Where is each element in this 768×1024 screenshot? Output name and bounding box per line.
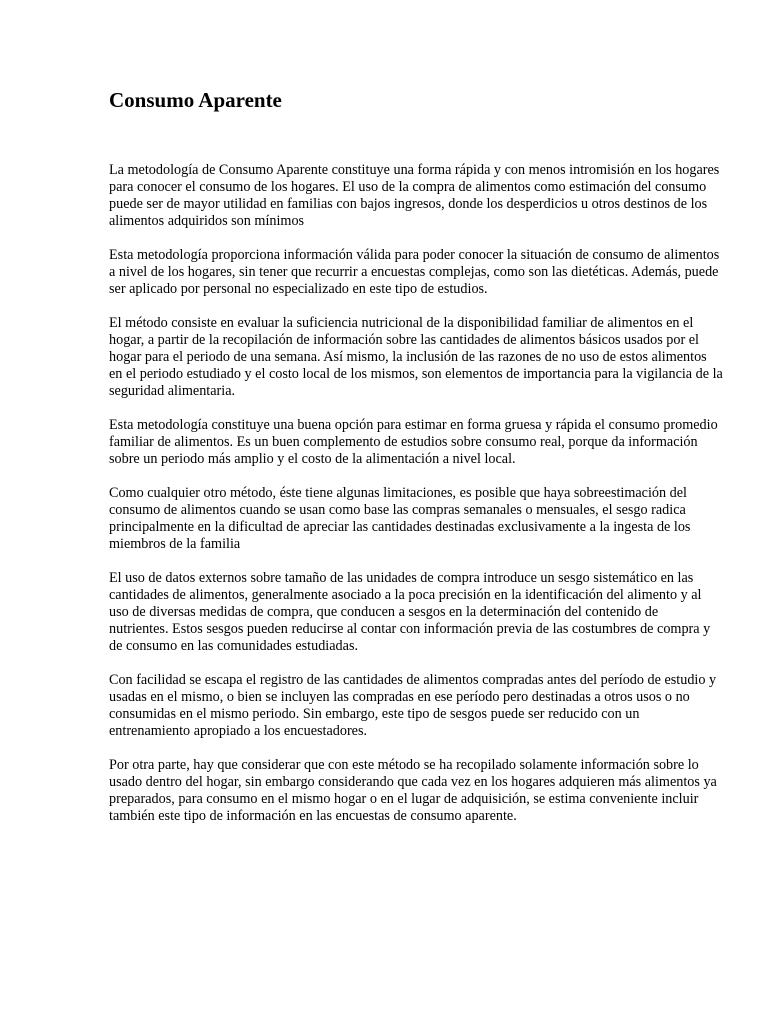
page-title: Consumo Aparente (109, 88, 282, 112)
paragraph-line: usadas en el mismo, o bien se incluyen las compradas en ese período pero destinadas a otros usos o no (109, 689, 690, 705)
paragraph-line: Esta metodología constituye una buena opción para estimar en forma gruesa y rápida el consumo promedio (109, 417, 718, 433)
paragraph-line: usado dentro del hogar, sin embargo considerando que cada vez en los hogares adquieren más alimentos ya (109, 774, 717, 790)
paragraph-line: consumidas en el mismo periodo. Sin embargo, este tipo de sesgos puede ser reducido con un (109, 706, 640, 722)
paragraph-line: cantidades de alimentos, generalmente asociado a la poca precisión en la identificación del alimento y al (109, 587, 702, 603)
paragraph (109, 757, 768, 825)
paragraph-line: Por otra parte, hay que considerar que con este método se ha recopilado solamente información sobre lo (109, 757, 699, 773)
paragraph (109, 485, 768, 553)
paragraph-line: puede ser de mayor utilidad en familias con bajos ingresos, donde los desperdicios u otros destinos de los (109, 196, 708, 212)
paragraph-line: hogar para el periodo de una semana. Así mismo, la inclusión de las razones de no uso de estos alimentos (109, 349, 707, 365)
paragraph-line: uso de diversas medidas de compra, que conducen a sesgos en la determinación del contenido de (109, 604, 659, 620)
paragraph-line: a nivel de los hogares, sin tener que recurrir a encuestas complejas, como son las dietéticas. Además, puede (109, 264, 719, 280)
paragraph-line: en el periodo estudiado y el costo local de los mismos, son elementos de importancia para la vigilancia de la (109, 366, 723, 382)
paragraph (109, 417, 768, 468)
paragraph-line: nutrientes. Estos sesgos pueden reducirse al contar con información previa de las costumbres de compra y (109, 621, 711, 637)
paragraph-line: ser aplicado por personal no especializado en este tipo de estudios. (109, 281, 488, 297)
paragraph-line: Como cualquier otro método, éste tiene algunas limitaciones, es posible que haya sobreestimación del (109, 485, 687, 501)
paragraph (109, 247, 768, 298)
paragraph-line: seguridad alimentaria. (109, 383, 236, 399)
paragraph-line: El método consiste en evaluar la suficiencia nutricional de la disponibilidad familiar de alimentos en el (109, 315, 694, 331)
paragraph-line: alimentos adquiridos son mínimos (109, 213, 305, 229)
paragraph-line: consumo de alimentos cuando se usan como base las compras semanales o mensuales, el sesgo radica (109, 502, 686, 518)
paragraph-line: entrenamiento apropiado a los encuestadores. (109, 723, 368, 739)
paragraph-line: familiar de alimentos. Es un buen complemento de estudios sobre consumo real, porque da información (109, 434, 698, 450)
paragraph-line: de consumo en las comunidades estudiadas. (109, 638, 359, 654)
paragraph-line: para conocer el consumo de los hogares. El uso de la compra de alimentos como estimación del consumo (109, 179, 707, 195)
paragraph-line: Esta metodología proporciona información válida para poder conocer la situación de consumo de alimentos (109, 247, 720, 263)
paragraph-line: El uso de datos externos sobre tamaño de las unidades de compra introduce un sesgo sistemático en las (109, 570, 694, 586)
paragraph-line: preparados, para consumo en el mismo hogar o en el lugar de adquisición, se estima conveniente incluir (109, 791, 699, 807)
paragraph-line: Con facilidad se escapa el registro de las cantidades de alimentos compradas antes del período de estudio y (109, 672, 717, 688)
paragraph-line: La metodología de Consumo Aparente constituye una forma rápida y con menos intromisión en los hogares (109, 162, 720, 178)
document-body (109, 162, 768, 842)
paragraph-line: sobre un periodo más amplio y el costo de la alimentación a nivel local. (109, 451, 516, 467)
paragraph-line: también este tipo de información en las encuestas de consumo aparente. (109, 808, 517, 824)
paragraph (109, 315, 768, 400)
paragraph (109, 570, 768, 655)
paragraph-line: hogar, a partir de la recopilación de información sobre las cantidades de alimentos básicos usados por el (109, 332, 699, 348)
paragraph (109, 162, 768, 230)
paragraph-line: principalmente en la dificultad de apreciar las cantidades destinadas exclusivamente a la ingesta de los (109, 519, 691, 535)
paragraph-line: miembros de la familia (109, 536, 241, 552)
paragraph (109, 672, 768, 740)
